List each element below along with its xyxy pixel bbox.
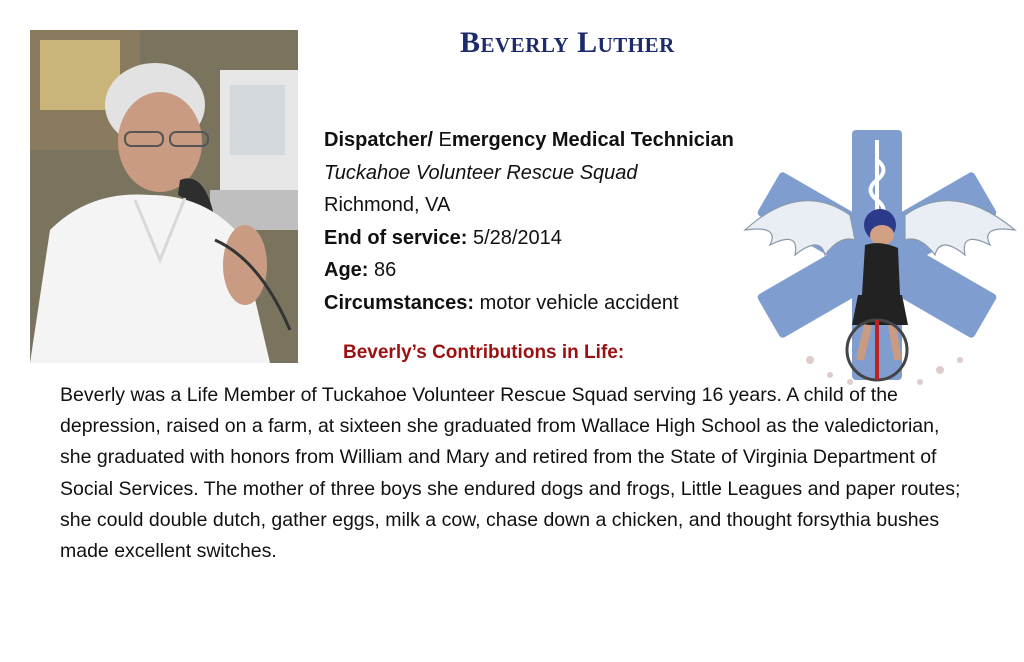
role-line — [324, 124, 804, 157]
profile-info — [324, 124, 804, 319]
portrait-photo — [30, 30, 298, 363]
organization: Tuckahoe Volunteer Rescue Squad — [324, 161, 638, 184]
contributions-text: Beverly was a Life Member of Tuckahoe Volunteer Rescue Squad serving 16 years. A child of the depression, raised on a farm, at sixteen she graduated from Wallace High School as the valedictorian, she graduated with honors from William and Mary and retired from the State of Virginia Department of Social Services. The mother of three boys she endured dogs and frogs, Little Leagues and paper routes; she could double dutch, gather eggs, milk a cow, chase down a chicken, and thought forsythia bushes made excellent switches. — [60, 384, 961, 563]
end-of-service-line — [324, 222, 804, 255]
age-value: 86 — [368, 259, 397, 281]
star-of-life-cyclist-angel-icon — [740, 120, 1020, 390]
circumstances-label: Circumstances: — [324, 291, 475, 314]
location: Richmond, VA — [324, 194, 451, 216]
age-label: Age: — [324, 259, 369, 281]
organization-line — [324, 157, 804, 190]
end-of-service-label: End of service: — [324, 226, 468, 249]
role-title: mergency Medical Technician — [451, 129, 734, 151]
circumstances-line — [324, 287, 804, 320]
role-label: Dispatcher/ — [324, 129, 433, 151]
circumstances-value: motor vehicle accident — [474, 291, 679, 314]
role-connector: E — [432, 129, 452, 151]
end-of-service-value: 5/28/2014 — [467, 226, 562, 249]
contributions-heading: Beverly’s Contributions in Life: — [343, 342, 625, 363]
age-line — [324, 254, 804, 287]
page-title: Beverly Luther — [460, 26, 675, 59]
